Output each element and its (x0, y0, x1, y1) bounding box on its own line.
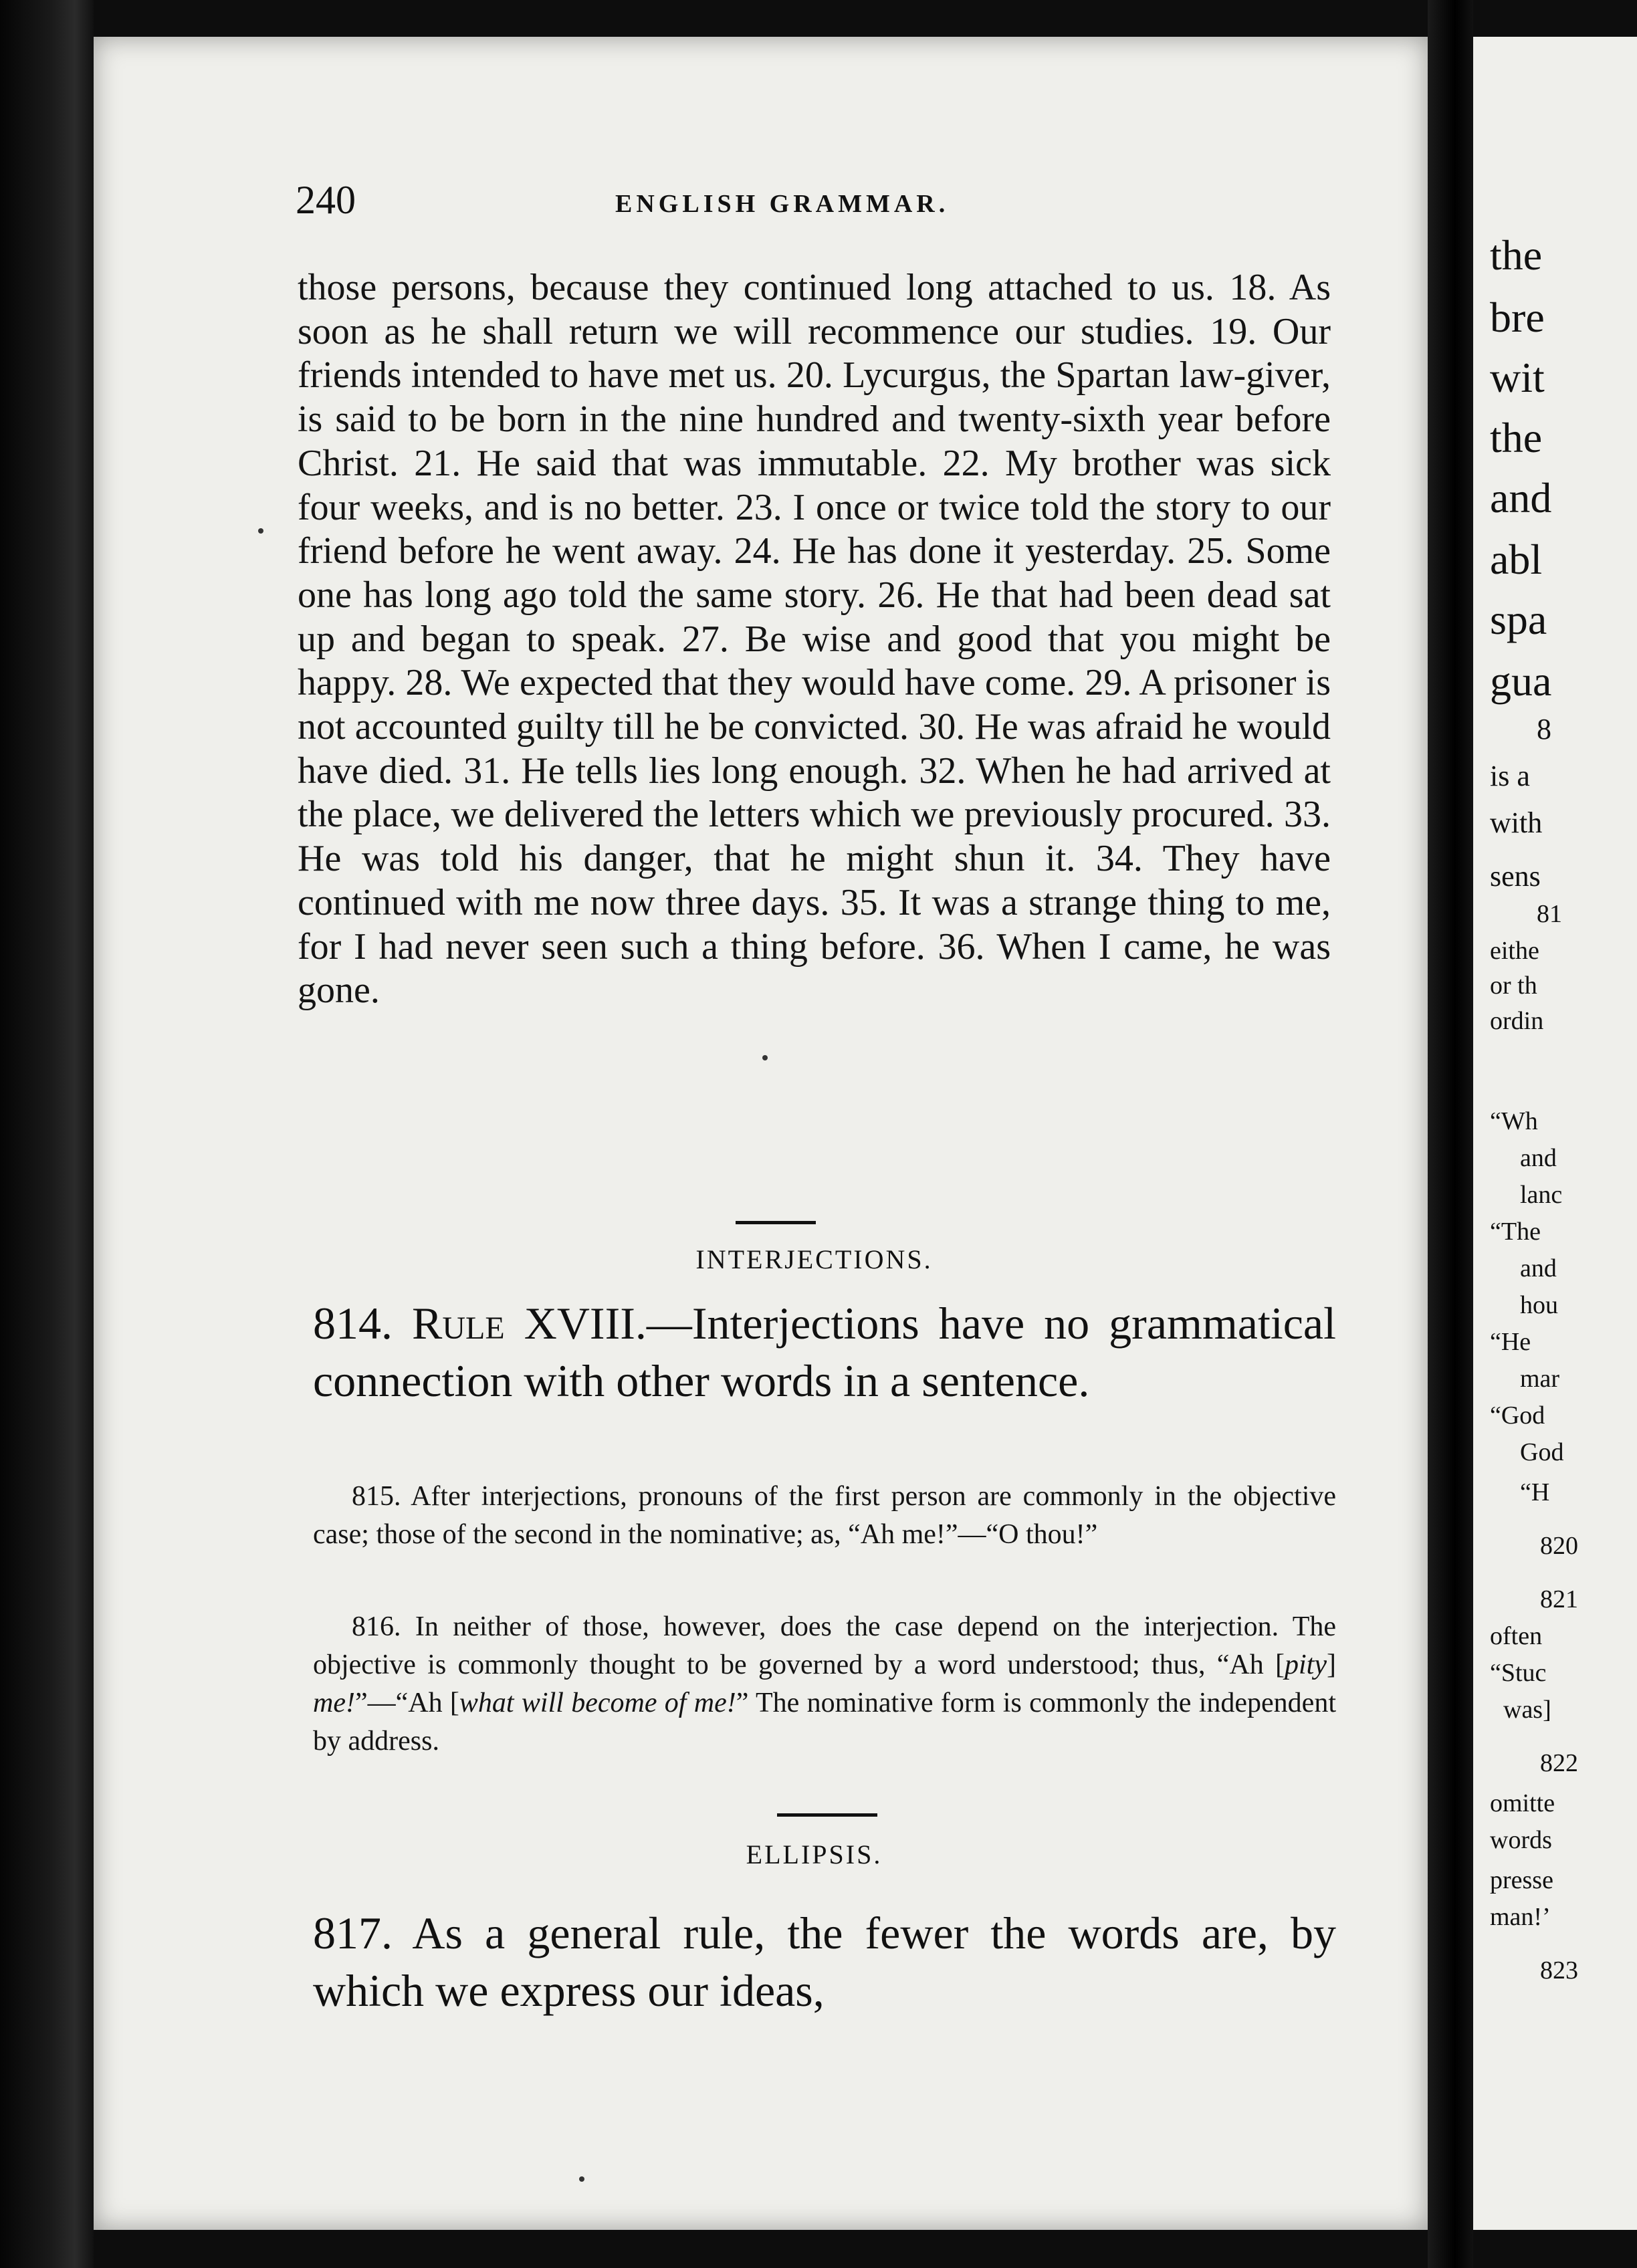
ellipsis-heading: ELLIPSIS. (746, 1839, 883, 1869)
facing-page-fragment: “H (1520, 1478, 1550, 1506)
facing-page-fragment: or th (1490, 972, 1537, 1000)
facing-page-fragment: bre (1490, 294, 1545, 341)
section-divider (777, 1813, 877, 1817)
page-header (201, 177, 1337, 231)
facing-page-fragment: ordin (1490, 1007, 1544, 1035)
facing-page-fragment: and (1520, 1144, 1557, 1172)
facing-page-fragment: spa (1490, 596, 1547, 643)
facing-page-fragment: and (1520, 1254, 1557, 1282)
facing-page-fragment: was] (1503, 1696, 1551, 1724)
facing-page-fragment: eithe (1490, 937, 1539, 965)
rule-label: Rule XVIII. (412, 1298, 647, 1349)
facing-page-fragment: words (1490, 1826, 1552, 1854)
section-divider (736, 1221, 816, 1224)
facing-page-fragment: the (1490, 231, 1543, 279)
note-815: 815. After interjections, pronouns of the first person are commonly in the objective case; those of the second in the nominative; as, “Ah me!”—“O thou!” (313, 1481, 1336, 1550)
facing-page-fragment: man!’ (1490, 1903, 1551, 1931)
running-head: ENGLISH GRAMMAR. (615, 190, 950, 218)
facing-page-fragment: 823 (1540, 1956, 1578, 1984)
rule-number: 814. (313, 1298, 393, 1349)
facing-page-fragment: 8 (1537, 713, 1551, 746)
page-speck (762, 1055, 768, 1060)
facing-page-fragment: with (1490, 806, 1543, 839)
facing-page-fragment: hou (1520, 1291, 1558, 1319)
facing-page-fragment: abl (1490, 536, 1543, 583)
facing-page-fragment: mar (1520, 1365, 1560, 1393)
facing-page-fragment: gua (1490, 657, 1552, 705)
facing-page-fragment: “He (1490, 1328, 1531, 1356)
facing-page-fragment: 821 (1540, 1585, 1578, 1613)
interjections-heading: INTERJECTIONS. (695, 1244, 933, 1274)
paragraph-817: 817. As a general rule, the fewer the words are, by which we express our ideas, (313, 1908, 1336, 2016)
page-speck (258, 528, 263, 534)
facing-page-fragment: sens (1490, 860, 1541, 893)
rule-body: —Interjections have no grammatical connection with other words in a sentence. (313, 1298, 1337, 1406)
book-gutter (1428, 0, 1473, 2268)
exercise-text: those persons, because they continued long attached to us. 18. As soon as he shall return we will recommence our studies. 19. Our friends intended to have met us. 20. Lycurgus, the Spartan law-giver, is said to be born in the nine hundred and twenty-sixth year before Christ. 21. He said that was immutable. 22. My brother was sick four weeks, and is no better. 23. I once or twice told the story to our friend before he went away. 24. He has done it yesterday. 25. Some one has long ago told the same story. 26. He that had been dead sat up and began to speak. 27. Be wise and good that you might be happy. 28. We expected that they would have come. 29. A prisoner is not accounted guilty till he be convicted. 30. He was afraid he would have died. 31. He tells lies long enough. 32. When he had arrived at the place, we delivered the letters which we previously procured. 33. He was told his danger, that he might shun it. 34. They have continued with me now three days. 35. It was a strange thing to me, for I had never seen such a thing before. 36. When I came, he was gone. (298, 267, 1331, 1012)
facing-page-fragment: 81 (1537, 900, 1562, 928)
rule-xviii (313, 1294, 1336, 1409)
facing-page-fragment: often (1490, 1622, 1543, 1650)
facing-page-fragment: and (1490, 474, 1552, 522)
facing-page-fragment: “Wh (1490, 1107, 1538, 1135)
facing-page-fragment: God (1520, 1438, 1564, 1466)
page-number: 240 (296, 178, 356, 222)
book-binding (0, 0, 94, 2268)
facing-page (1473, 37, 1637, 2230)
facing-page-fragment: “The (1490, 1218, 1541, 1246)
facing-page-fragment: lanc (1520, 1181, 1563, 1209)
page-speck (579, 2176, 584, 2182)
facing-page-fragment: presse (1490, 1866, 1553, 1894)
note-816: 816. In neither of those, however, does the case depend on the interjection. The objective is commonly thought to be governed by a word understood; thus, “Ah [pity] me!”—“Ah [what will become of me!” The nominative form is commonly the independent by address. (313, 1611, 1336, 1756)
facing-page-fragment: 820 (1540, 1532, 1578, 1560)
facing-page-fragment: 822 (1540, 1749, 1578, 1777)
facing-page-fragment: is a (1490, 760, 1530, 792)
facing-page-fragment: omitte (1490, 1789, 1555, 1817)
facing-page-fragment: wit (1490, 354, 1545, 401)
facing-page-fragment: “Stuc (1490, 1659, 1547, 1687)
facing-page-fragment: the (1490, 414, 1543, 461)
facing-page-fragment: “God (1490, 1401, 1545, 1430)
